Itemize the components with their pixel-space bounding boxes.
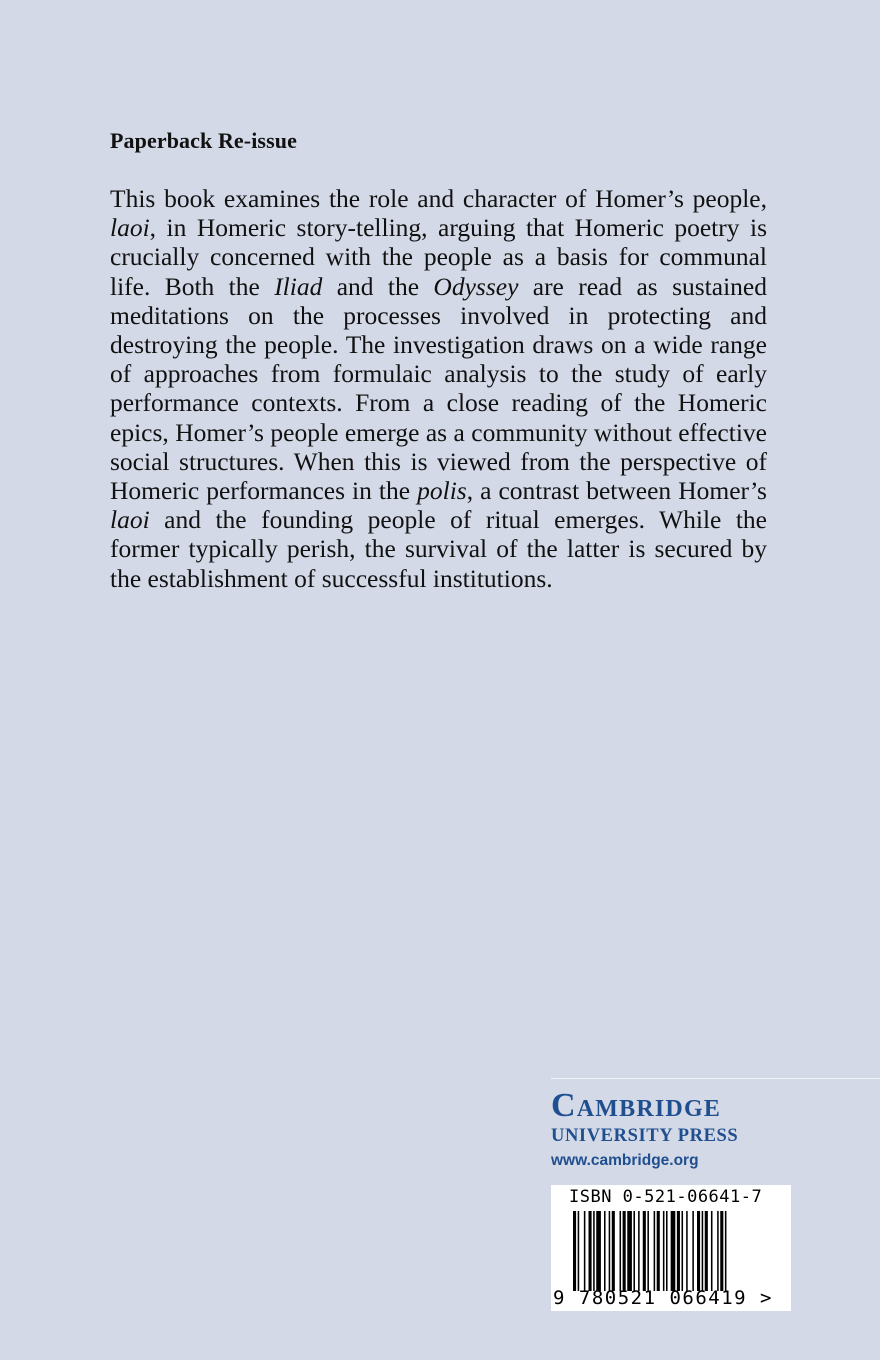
barcode-bar <box>643 1211 646 1291</box>
barcode-bars <box>573 1211 773 1291</box>
barcode-bar <box>573 1211 576 1291</box>
barcode-bar <box>623 1211 626 1291</box>
isbn-barcode <box>551 1185 791 1311</box>
barcode-bar <box>627 1211 632 1291</box>
book-description <box>110 184 767 593</box>
barcode-bar <box>663 1211 665 1291</box>
barcode-bar <box>620 1211 622 1291</box>
barcode-bar <box>717 1211 719 1291</box>
barcode-bar <box>720 1211 723 1291</box>
barcode-bar <box>596 1211 601 1291</box>
barcode-bar <box>697 1211 700 1291</box>
barcode-bar <box>612 1211 615 1291</box>
barcode-bar <box>671 1211 676 1291</box>
barcode-bar <box>584 1211 586 1291</box>
barcode-bar <box>711 1211 713 1291</box>
barcode-bar <box>578 1211 580 1291</box>
barcode-bar <box>654 1211 656 1291</box>
barcode-bar <box>725 1211 727 1291</box>
italic-term: Odyssey <box>433 271 519 301</box>
isbn-label: ISBN 0-521-06641-7 <box>569 1187 763 1207</box>
barcode-digits: 9 780521 066419 > <box>553 1287 773 1309</box>
barcode-bar <box>638 1211 640 1291</box>
divider <box>551 1078 880 1079</box>
barcode-bar <box>593 1211 595 1291</box>
barcode-bar <box>589 1211 592 1291</box>
text-run: , in Homeric story-telling, arguing that Homeric poetry is crucially concerned with the people as a basis for communal life. Both the <box>110 213 767 301</box>
barcode-bar <box>682 1211 684 1291</box>
barcode-bar <box>604 1211 606 1291</box>
italic-term: Iliad <box>274 271 323 301</box>
barcode-bar <box>702 1211 704 1291</box>
barcode-bar <box>633 1211 635 1291</box>
text-run: This book examines the role and character of Homer’s people, <box>110 184 767 213</box>
barcode-bar <box>677 1211 680 1291</box>
text-run: and the founding people of ritual emerges. While the former typically perish, the survival of the latter is secured by the establishment of successful institutions. <box>110 505 767 593</box>
description-paragraph <box>110 184 767 593</box>
barcode-bar <box>647 1211 649 1291</box>
text-run: are read as sustained meditations on the processes involved in protecting and destroying the people. The investigation draws on a wide range of approaches from formulaic analysis to the study of early performance contexts. From a close reading of the Homeric epics, Homer’s people emerge as a community without effective social structures. When this is viewed from the perspective of Homeric performances in the <box>110 271 767 506</box>
barcode-bar <box>657 1211 660 1291</box>
barcode-bar <box>705 1211 708 1291</box>
publisher-subname: UNIVERSITY PRESS <box>551 1126 739 1146</box>
barcode-bar <box>692 1211 694 1291</box>
italic-term: laoi <box>110 213 150 243</box>
text-run: , a contrast between Homer’s <box>466 476 767 506</box>
barcode-bar <box>609 1211 611 1291</box>
barcode-bar <box>686 1211 688 1291</box>
heading-paperback-reissue: Paperback Re-issue <box>110 128 297 153</box>
publisher-name: Cambridge <box>551 1087 722 1124</box>
text-run: and the <box>322 271 434 301</box>
publisher-block <box>551 1078 880 1171</box>
italic-term: polis <box>417 476 467 506</box>
barcode-bar <box>666 1211 668 1291</box>
italic-term: laoi <box>110 505 150 535</box>
publisher-url: www.cambridge.org <box>551 1152 699 1169</box>
